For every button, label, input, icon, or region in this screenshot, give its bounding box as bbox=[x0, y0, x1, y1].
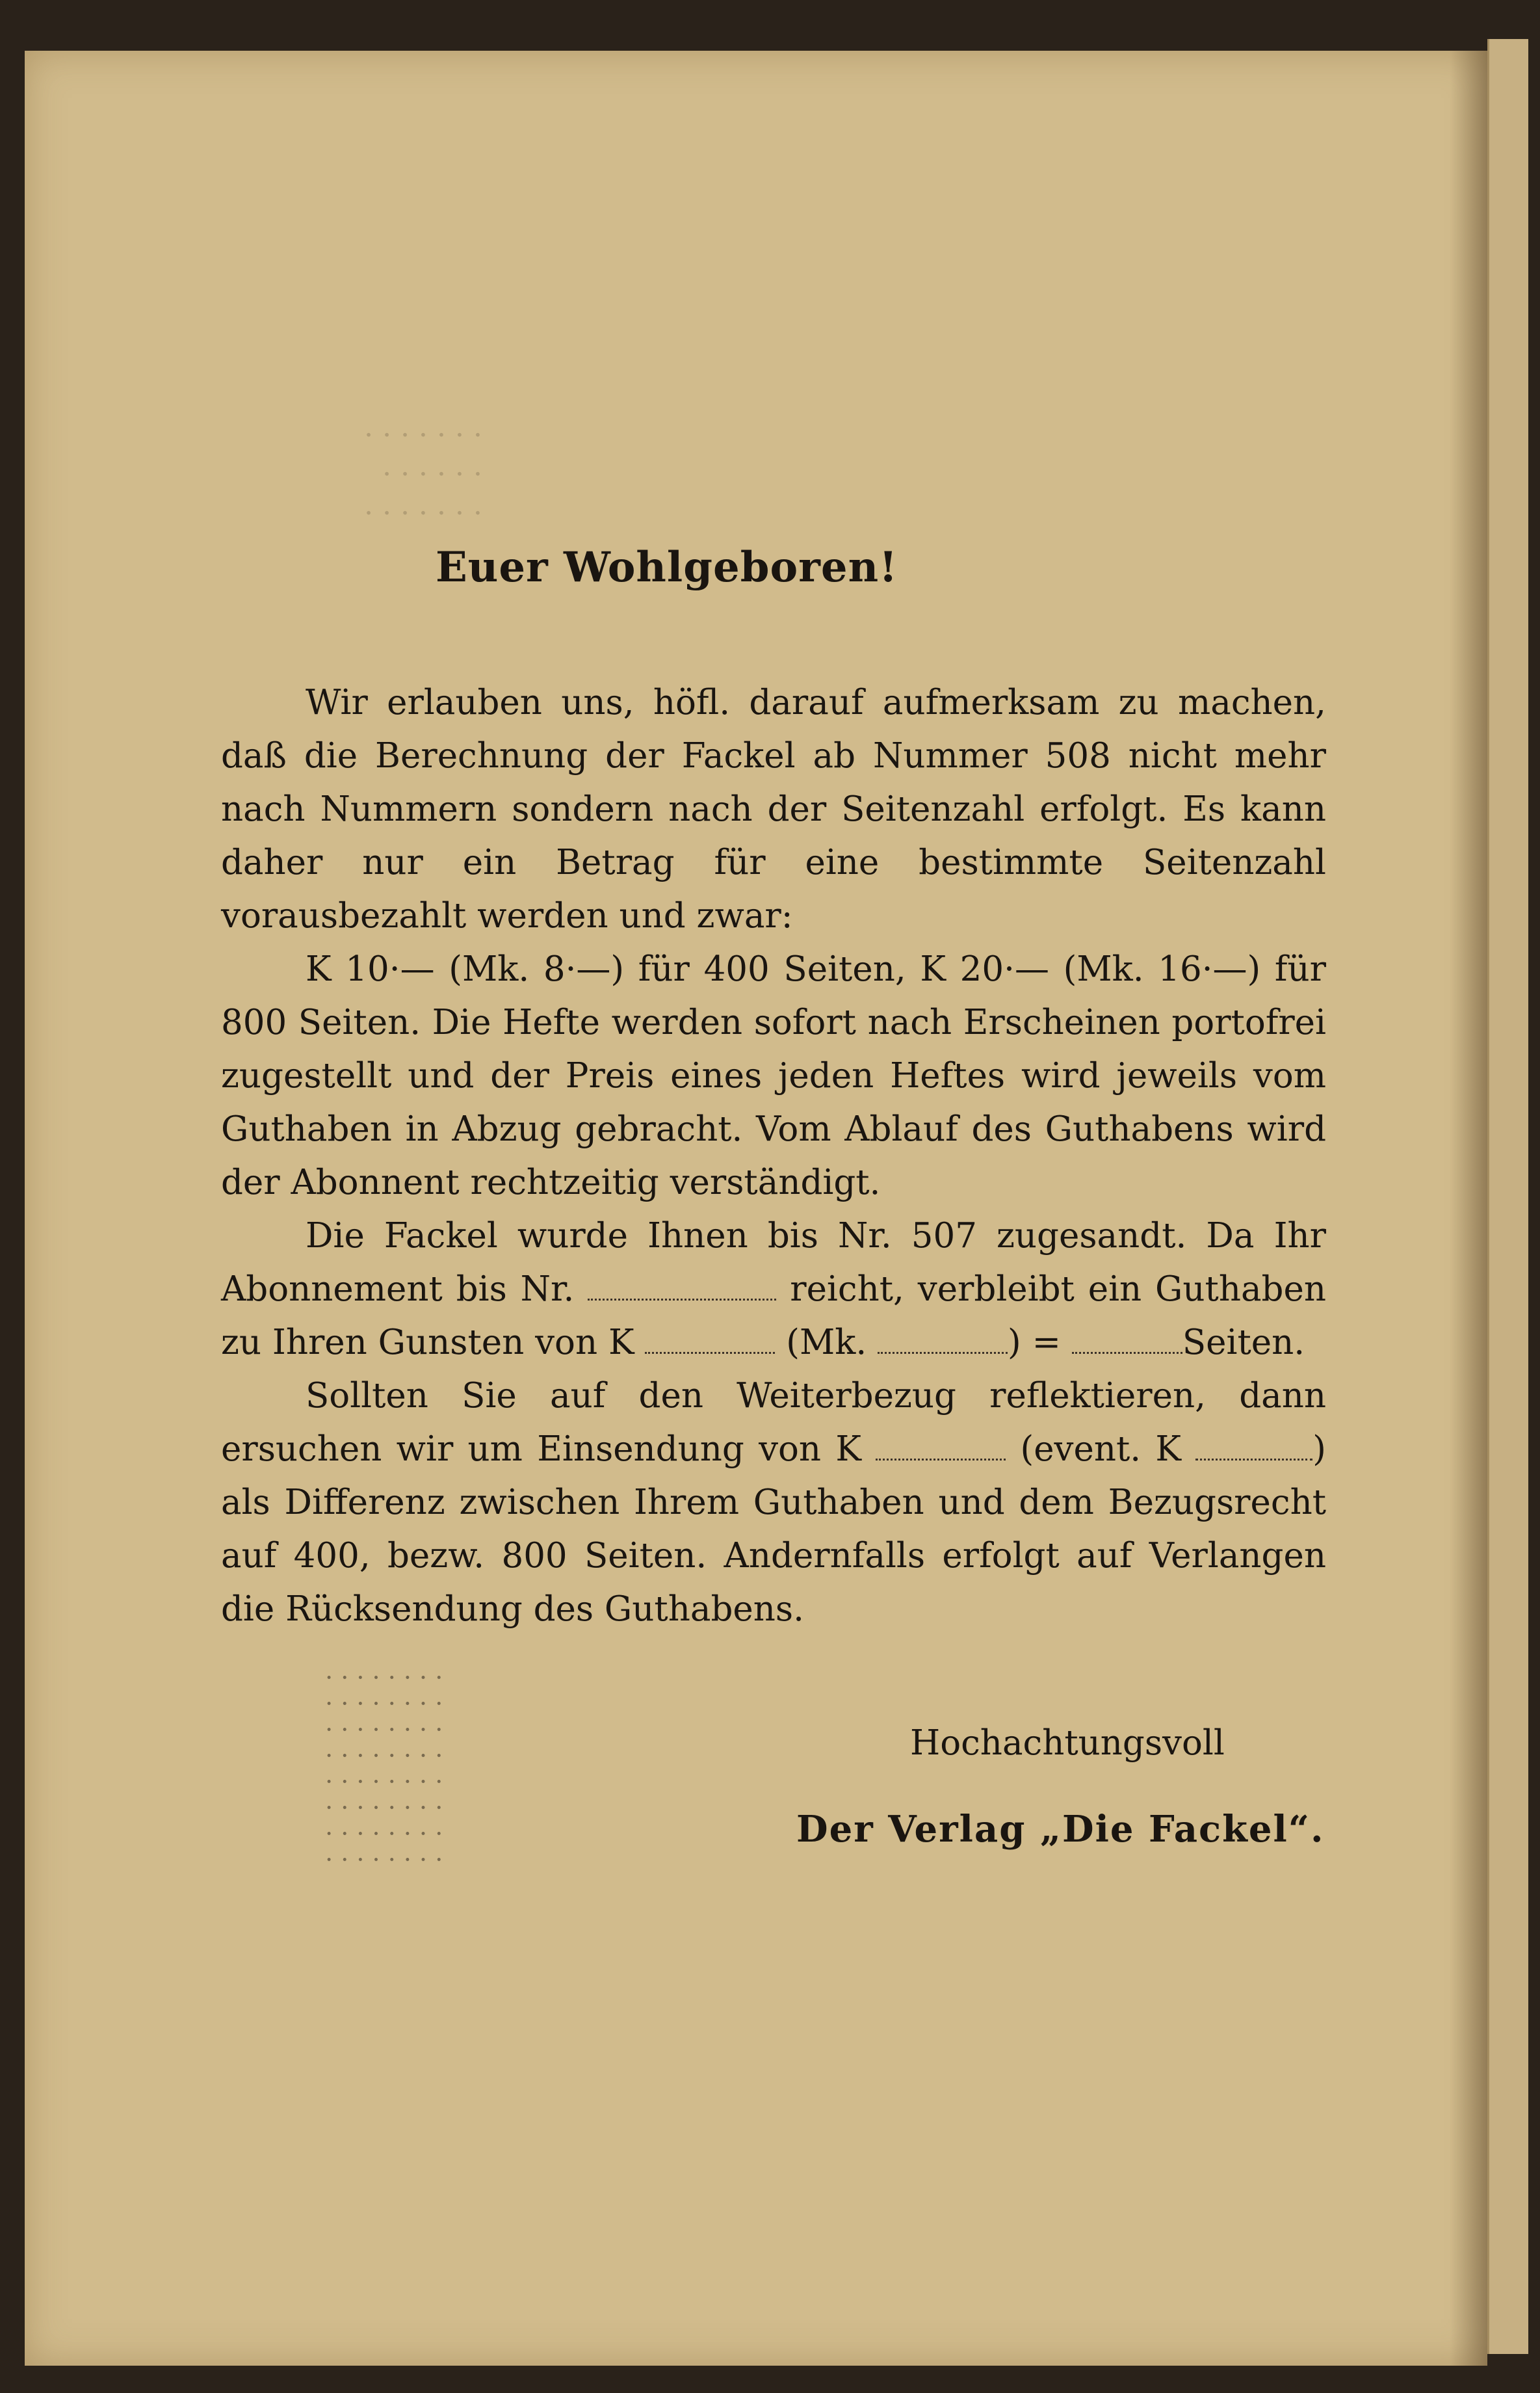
show-through-text: · · · · · · · · · · · · · · · · · · · · bbox=[364, 419, 482, 530]
paragraph-renewal bbox=[221, 1369, 1326, 1636]
renewal-text-a: Sollten Sie auf den Weiterbezug reflektieren, dann ersuchen wir um Einsendung von K bbox=[221, 1376, 1326, 1469]
paragraph-intro: Wir erlauben uns, höfl. darauf aufmerksam zu machen, daß die Berechnung der Fackel ab Nummer 508 nicht mehr nach Nummern sondern nach der Seitenzahl erfolgt. Es kann daher nur ein Betrag für eine bestimmte Seitenzahl vorausbezahlt werden und zwar: bbox=[221, 683, 1326, 936]
renewal-text-c: ) bbox=[1312, 1429, 1326, 1469]
blank-issue-number bbox=[588, 1286, 776, 1301]
blank-amount-mk bbox=[878, 1339, 1008, 1354]
balance-text-a: Die Fackel wurde Ihnen bis Nr. 507 zugesandt. Da Ihr Abonnement bis Nr. bbox=[221, 1216, 1326, 1309]
letter-body bbox=[221, 676, 1326, 1636]
blank-pages bbox=[1072, 1339, 1182, 1354]
blank-amount-k bbox=[645, 1339, 775, 1354]
paragraph-balance bbox=[221, 1210, 1326, 1369]
closing: Hochachtungsvoll bbox=[910, 1723, 1225, 1763]
publisher-signature: Der Verlag „Die Fackel“. bbox=[796, 1808, 1325, 1851]
page-shadow bbox=[1450, 51, 1487, 2366]
renewal-text-d: als Differenz zwischen Ihrem Guthaben und dem Bezugsrecht auf 400, bezw. 800 Seiten. Andernfalls erfolgt auf Verlangen die Rücksendung des Guthabens. bbox=[221, 1483, 1326, 1629]
show-through-text-lower: · · · · · · · · · · · · · · · · · · · · · · · · · · · · · · · · · · · · · · · · · · · · · · · · · · · · · · · · · · · · · · · · bbox=[325, 1663, 443, 1874]
salutation: Euer Wohlgeboren! bbox=[436, 543, 898, 592]
blank-event-k bbox=[1195, 1446, 1312, 1461]
balance-text-c: (Mk. bbox=[786, 1323, 867, 1362]
balance-text-e: Seiten. bbox=[1182, 1323, 1305, 1362]
balance-text-d: ) = bbox=[1008, 1323, 1061, 1362]
renewal-text-b: (event. K bbox=[1020, 1429, 1182, 1469]
paragraph-prices: K 10·— (Mk. 8·—) für 400 Seiten, K 20·— (Mk. 16·—) für 800 Seiten. Die Hefte werden sofort nach Erscheinen portofrei zugestellt und der Preis eines jeden Heftes wird jeweils vom Guthaben in Abzug gebracht. Vom Ablauf des Guthabens wird der Abonnent rechtzeitig verständigt. bbox=[221, 949, 1326, 1202]
blank-remit-k bbox=[876, 1446, 1006, 1461]
balance-text-b: reicht, verbleibt ein Guthaben zu Ihren Gunsten von K bbox=[221, 1269, 1326, 1362]
adjacent-page-edge bbox=[1487, 39, 1528, 2354]
